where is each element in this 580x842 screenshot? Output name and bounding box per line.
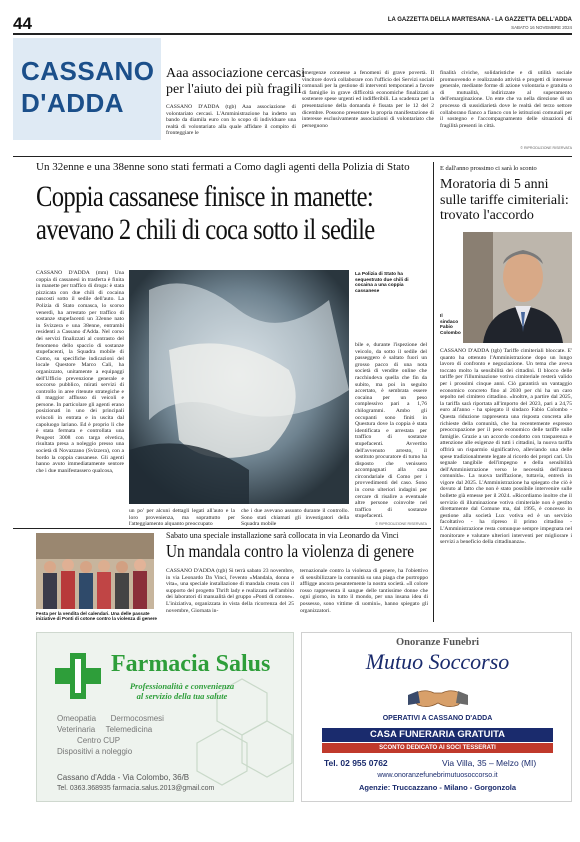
- paper-name: LA GAZZETTA DELLA MARTESANA - LA GAZZETTA DELL'ADDA: [387, 17, 572, 23]
- main-article-col3: che i due avevano assunto durante il controllo. Sono stati chiamati gli investigatori della Squadra mobile: [241, 508, 349, 528]
- main-article-col1: CASSANO D'ADDA (mm) Una coppia di cassanesi in trasferta è finita in manette per traffico di droga: è stata pizzicata con due chili di cocaina nascosti sotto il sedile dell'auto. La Polizia di Stato comasca, lo scorso venerdì, ha arrestato per traffico di sostanze stupefacenti un 32enne nato in Svizzera e una 38enne, entrambi residenti a Cassano d'Adda. Nel corso dei servizi finalizzati al contrasto del fenomeno dello spaccio di sostanze stupefacenti, la Squadra mobile di Como, su specifiche indicazioni del locale Questore Marco Calì, ha organizzato, unitamente a equipaggi dell'Ufficio prevenzione generale e soccorso pubblico, mirati servizi di controllo in aree ritenute strategiche e di maggior afflusso di veicoli e persone. In particolare gli agenti erano posizionati in uno dei principali svincoli in entrata e in uscita dal capoluogo lariano. Ed è proprio lì che è stata fermata e controllata una Peugeot 3008 con targa elvetica, risultata presa a noleggio presso una società di Novazzano (Svizzera), con a bordo la coppia cassanese. Gli agenti hanno avuto immediatamente sentore che i due manifestassero qualcosa,: [36, 270, 124, 474]
- pharmacy-contacts[interactable]: Tel. 0363.368935 farmacia.salus.2013@gmail.com: [57, 785, 215, 792]
- service-veterinaria: Veterinaria: [57, 725, 96, 734]
- funeral-title-big: Mutuo Soccorso: [365, 649, 510, 674]
- pharmacy-name: Farmacia Salus: [111, 651, 271, 677]
- funeral-handshake-icon: [408, 681, 468, 711]
- top-article-col1: CASSANO D'ADDA (tgb) Aaa associazione di volontariato cercasi. L'Amministrazione ha indetto un bando da diamila euro con lo scopo di individuare una realtà di volontariato alla quale affidare il compito di fronteggiare le: [166, 104, 296, 137]
- service-dermocosmesi: Dermocosmesi: [110, 714, 164, 723]
- side-article-kicker: E dall'anno prossimo ci sarà lo sconto: [440, 165, 537, 172]
- side-headline-line2: sulle tariffe cimiteriali:: [440, 192, 569, 208]
- main-article-col2: un po' per alcuni dettagli legati all'auto e la loro provenienza, ma soprattutto per l'atteggiamento alquanto preoccupato: [129, 508, 235, 528]
- divider-mid: [13, 528, 431, 529]
- top-article-copyright: © RIPRODUZIONE RISERVATA: [520, 146, 572, 150]
- main-headline-line1: Coppia cassanese finisce in manette:: [36, 180, 374, 213]
- drugs-photo: [129, 270, 349, 504]
- main-article-headline: [36, 180, 375, 246]
- header-rule: [13, 33, 572, 35]
- mayor-caption: [440, 314, 462, 336]
- funeral-banner-secondary: SCONTO DEDICATO AI SOCI TESSERATI: [322, 743, 553, 753]
- top-article-col2: emergenze connesse a fenomeni di grave povertà. Il vincitore dovrà collaborare con l'ufficio dei Servizi sociali comunali per la gestione di interventi temporanei a favore di famiglie in grave difficoltà economiche finalizzati a sostenere spese urgenti ed indifferibili. La scadenza per la presentazione della domanda è fissata per le 12 del 2 dicembre. Possono presentare la propria manifestazione di interesse esclusivamente associazioni di volontariato che perseguono: [302, 70, 434, 129]
- divider-vertical: [433, 162, 434, 622]
- mandala-photo: [36, 533, 154, 609]
- funeral-operating: OPERATIVI A CASSANO D'ADDA: [382, 715, 493, 722]
- main-article-kicker: Un 32enne e una 38enne sono stati fermati a Como dagli agenti della Polizia di Stato: [36, 161, 410, 173]
- funeral-banner-primary: CASA FUNERARIA GRATUITA: [322, 728, 553, 742]
- ad-pharmacy[interactable]: [36, 632, 294, 802]
- pharmacy-tagline: [97, 681, 267, 701]
- service-dispositivi: Dispositivi a noleggio: [57, 747, 133, 756]
- pharmacy-tagline-line1: Professionalità e convenienza: [129, 681, 235, 691]
- funeral-phone[interactable]: Tel. 02 955 0762: [324, 758, 388, 768]
- drugs-photo-image: [129, 270, 349, 504]
- pharmacy-address: Cassano d'Adda - Via Colombo, 36/B: [57, 773, 190, 782]
- top-headline-line1: Aaa associazione cercasi: [166, 66, 306, 81]
- side-article-body: CASSANO D'ADDA (tgb) Tariffe cimiteriali bloccate. E' quanto ha ottenuto l'Amministrazione dopo un lungo lavoro di confronto e negoziazione. Un tema che aveva toccato molto la sensibilità dei cittadini. Il blocco delle tariffe per l'illuminazione votiva cimiteriale resterà valido per i prossimi cinque anni. Ciò garantirà un vantaggio economico concreto fino al 2030 per chi ha un caro sepolto nel cimitero cittadino. «Inoltre, a partire dal 2025, la tariffa sarà riportata all'importo del 2023, pari a 24,75 euro all'anno - ha spiegato il sindaco Fabio Colombo - Questa riduzione rappresenta una risposta concreta alle richieste della comunità, che ha recentemente espresso preoccupazione per il peso economico delle tariffe sulle famiglie. Grazie a un accordo condotto con trasparenza e attenzione alle esigenze di tutti i cittadini, la nuova tariffa offrirà un risparmio significativo, alleviando una delle spese tradizionalmente legate al ricordo dei propri cari. Un segnale tangibile dell'impegno e della sensibilità dell'Amministrazione verso le necessità dell'intera comunità». La nuova tariffazione, tuttavia, entrerà in vigore dal 2025. L'Amministrazione ha spiegato che ciò è dovuto al fatto che non è stato possibile intervenire sulle bollette già emesse per il 2024. «Ricordiamo inoltre che il servizio di illuminazione votiva cimiteriale non è gestito direttamente dal Comune ma, dal 1995, è concesso in gestione alla società Lux votiva ed è un servizio facoltativo - ha ripreso il primo cittadino - L'Amministrazione resta comunque sempre impegnata nel monitorare e valutare ulteriori interventi per migliorare i servizi a beneficio della cittadinanza».: [440, 348, 572, 546]
- section-title-line2: D'ADDA: [21, 88, 125, 118]
- funeral-agencies: Agenzie: Truccazzano - Milano - Gorgonzola: [358, 783, 517, 792]
- mandala-article-headline: Un mandala contro la violenza di genere: [166, 541, 415, 561]
- mayor-photo: [463, 232, 572, 343]
- main-article-col4: bile e, durante l'ispezione del veicolo, da sotto il sedile del passeggero è saltato fuori un grosso pacco di una nota società di vendite online che racchiudeva quella che fin da subito, ma poi in seguito accertato, è sembrata essere cocaina per un peso complessivo pari a 1,76 chilogrammi. Ambo gli occupanti sono finiti in Questura dove la coppia è stata identificata e arrestata per traffico di sostanze stupefacenti. Avvertito dell'avvenuto arresto, il sostituto procuratore di turno ha disposto che venissero accompagnati alla casa circondariale di Como per i provvedimenti del caso. Sono in corso ulteriori indagini per cercare di risalire a eventuale altre persone coinvolte nel traffico di sostanze stupefacenti.: [355, 342, 427, 518]
- mayor-caption-line1: Il sindaco: [440, 314, 459, 325]
- funeral-address: Via Villa, 35 – Melzo (MI): [442, 758, 537, 768]
- funeral-title-small: Onoranze Funebri: [395, 637, 480, 648]
- pharmacy-tagline-line2: al servizio della tua salute: [136, 691, 228, 701]
- main-article-copyright: © RIPRODUZIONE RISERVATA: [375, 522, 427, 526]
- service-omeopatia: Omeopatia: [57, 714, 97, 723]
- pharmacy-cross-icon: [55, 653, 101, 699]
- side-headline-line3: trovato l'accordo: [440, 208, 534, 223]
- side-article-headline: [440, 177, 572, 224]
- section-title-line1: CASSANO: [21, 56, 155, 86]
- section-box: [13, 38, 161, 140]
- service-telemedicina: Telemedicina: [105, 725, 153, 734]
- drugs-photo-caption: La Polizia di Stato ha sequestrato due chili di cocaina a una coppia cassanese: [355, 272, 409, 294]
- top-headline-line2: per l'aiuto dei più fragili: [166, 82, 302, 97]
- service-centro-cup: Centro CUP: [77, 736, 121, 745]
- mandala-photo-caption: Festa per la vendita del calendari. Una delle passate iniziative di Ponti di cotone contro la violenza di genere: [36, 611, 157, 622]
- mayor-photo-image: [463, 232, 572, 343]
- mayor-caption-line3: Colombo: [440, 330, 461, 336]
- mandala-article-kicker: Sabato una speciale installazione sarà collocata in via Leonardo da Vinci: [166, 531, 399, 540]
- main-headline-line2: avevano 2 chili di coca sotto il sedile: [36, 213, 375, 246]
- mandala-article-col1: CASSANO D'ADDA (tgb) Si terrà sabato 23 novembre, in via Leonardo Da Vinci, l'evento «Mandala, donna e vita», una speciale installazione di mandala creata con il supporto del progetto Thrift lady e realizzata nell'ambito dei laboratori di manualità del gruppo «Ponti di cotone». L'iniziativa, organizzata in vista della ricorrenza del 25 novembre, Giornata in-: [166, 568, 294, 614]
- funeral-website[interactable]: www.onoranzefunebrimutuosoccorso.it: [377, 772, 498, 779]
- top-article-col3: finalità civiche, solidaristiche e di utilità sociale promuovendo e realizzando attività e progetti di interesse generale, mediante forme di azione volontaria e gratuita o di mutualità, indirizzate al superamento dell'emarginazione. Un ente che va nella direzione di un processo di sussidiarietà dove le realtà del terzo settore collaborano fianco a fianco con le istituzioni comunali per il sostegno e l'accompagnamento delle situazioni di fragilità presenti in città.: [440, 70, 572, 129]
- page-number: 44: [13, 14, 32, 33]
- mandala-article-col2: ternazionale contro la violenza di genere, ha l'obiettivo di sensibilizzare la comunità su una piaga che purtroppo affligge ancora pesantemente la nostra società. «Il colore rosso rappresenta il sangue delle tantissime donne che ogni giorno, in tutto il mondo, per una insana idea di possesso, sono vittime di uomini», hanno spiegato gli organizzatori.: [300, 568, 428, 614]
- mayor-caption-line2: Fabio: [440, 325, 453, 331]
- ad-funeral[interactable]: [301, 632, 572, 802]
- side-headline-line1: Moratoria di 5 anni: [440, 177, 549, 192]
- mandala-photo-image: [36, 533, 154, 609]
- pharmacy-services: [57, 713, 207, 757]
- divider-top: [13, 156, 572, 157]
- paper-date: SABATO 16 NOVEMBRE 2024: [511, 25, 572, 30]
